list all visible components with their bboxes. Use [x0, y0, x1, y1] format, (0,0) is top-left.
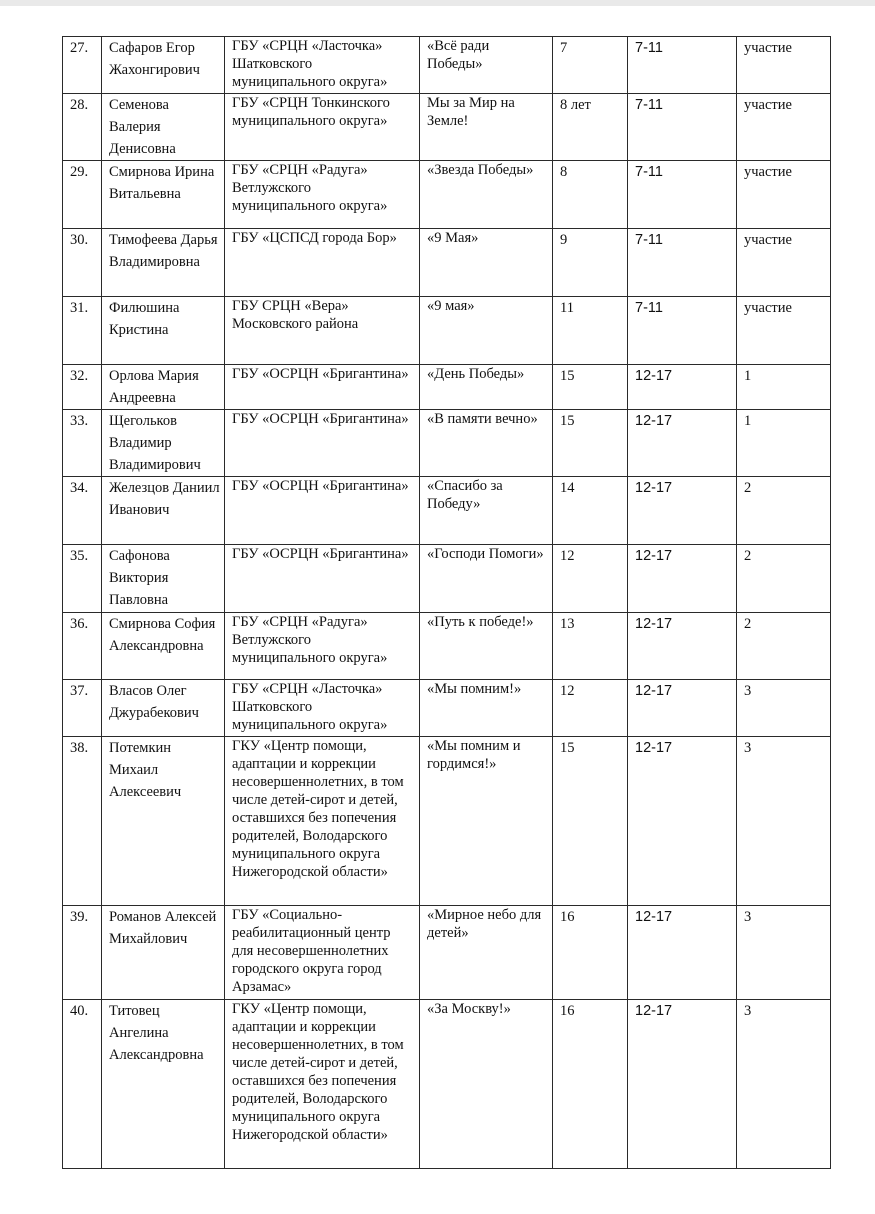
organization-cell: ГБУ «ОСРЦН «Бригантина»: [225, 477, 420, 545]
table-row: [63, 906, 831, 1000]
table-row: [63, 477, 831, 545]
participant-age-cell: 15: [553, 410, 628, 477]
result-cell: 2: [737, 545, 831, 613]
result-cell: участие: [737, 161, 831, 229]
result-cell: 2: [737, 613, 831, 680]
work-title-cell: «В памяти вечно»: [420, 410, 553, 477]
row-number-cell: 31.: [63, 297, 102, 365]
participant-age-cell: 12: [553, 680, 628, 737]
result-cell: 3: [737, 1000, 831, 1169]
row-number-cell: 34.: [63, 477, 102, 545]
row-number-cell: 38.: [63, 737, 102, 906]
participant-age-cell: 11: [553, 297, 628, 365]
row-number-cell: 37.: [63, 680, 102, 737]
participant-age-cell: 16: [553, 906, 628, 1000]
row-number-cell: 35.: [63, 545, 102, 613]
participant-age-cell: 9: [553, 229, 628, 297]
age-category-cell: 12-17: [628, 1000, 737, 1169]
age-category-cell: 7-11: [628, 161, 737, 229]
participant-age-cell: 14: [553, 477, 628, 545]
age-category-cell: 7-11: [628, 229, 737, 297]
participant-name-cell: Филюшина Кристина: [102, 297, 225, 365]
participant-name-cell: Тимофеева Дарья Владимировна: [102, 229, 225, 297]
table-row: [63, 737, 831, 906]
row-number-cell: 33.: [63, 410, 102, 477]
participant-age-cell: 13: [553, 613, 628, 680]
participant-age-cell: 8 лет: [553, 94, 628, 161]
age-category-cell: 7-11: [628, 94, 737, 161]
work-title-cell: «9 мая»: [420, 297, 553, 365]
organization-cell: ГКУ «Центр помощи, адаптации и коррекции несовершеннолетних, в том числе детей-сирот и детей, оставшихся без попечения родителей, Володарского муниципального округа Нижегородской области»: [225, 1000, 420, 1169]
row-number-cell: 39.: [63, 906, 102, 1000]
age-category-cell: 12-17: [628, 680, 737, 737]
participant-age-cell: 15: [553, 737, 628, 906]
organization-cell: ГКУ «Центр помощи, адаптации и коррекции несовершеннолетних, в том числе детей-сирот и детей, оставшихся без попечения родителей, Володарского муниципального округа Нижегородской области»: [225, 737, 420, 906]
result-cell: 3: [737, 737, 831, 906]
age-category-cell: 12-17: [628, 906, 737, 1000]
participant-name-cell: Щегольков Владимир Владимирович: [102, 410, 225, 477]
work-title-cell: «Спасибо за Победу»: [420, 477, 553, 545]
page-top-strip: [0, 0, 875, 6]
row-number-cell: 29.: [63, 161, 102, 229]
participant-age-cell: 7: [553, 37, 628, 94]
organization-cell: ГБУ «ОСРЦН «Бригантина»: [225, 545, 420, 613]
result-cell: участие: [737, 297, 831, 365]
participant-name-cell: Смирнова София Александровна: [102, 613, 225, 680]
participant-age-cell: 12: [553, 545, 628, 613]
participant-name-cell: Титовец Ангелина Александровна: [102, 1000, 225, 1169]
work-title-cell: «Мы помним и гордимся!»: [420, 737, 553, 906]
organization-cell: ГБУ «СРЦН «Радуга» Ветлужского муниципального округа»: [225, 161, 420, 229]
age-category-cell: 12-17: [628, 613, 737, 680]
participant-age-cell: 16: [553, 1000, 628, 1169]
participant-name-cell: Сафаров Егор Жахонгирович: [102, 37, 225, 94]
row-number-cell: 27.: [63, 37, 102, 94]
age-category-cell: 12-17: [628, 410, 737, 477]
table-row: [63, 613, 831, 680]
organization-cell: ГБУ «СРЦН «Радуга» Ветлужского муниципального округа»: [225, 613, 420, 680]
participant-name-cell: Семенова Валерия Денисовна: [102, 94, 225, 161]
work-title-cell: «Мы помним!»: [420, 680, 553, 737]
row-number-cell: 40.: [63, 1000, 102, 1169]
age-category-cell: 12-17: [628, 737, 737, 906]
result-cell: участие: [737, 229, 831, 297]
result-cell: 2: [737, 477, 831, 545]
work-title-cell: «9 Мая»: [420, 229, 553, 297]
work-title-cell: «Путь к победе!»: [420, 613, 553, 680]
result-cell: 1: [737, 410, 831, 477]
table-row: [63, 545, 831, 613]
work-title-cell: «Всё ради Победы»: [420, 37, 553, 94]
participants-table-body: [63, 37, 831, 1169]
work-title-cell: Мы за Мир на Земле!: [420, 94, 553, 161]
result-cell: 3: [737, 680, 831, 737]
organization-cell: ГБУ «Социально-реабилитационный центр для несовершеннолетних городского округа город Арзамас»: [225, 906, 420, 1000]
age-category-cell: 12-17: [628, 365, 737, 410]
organization-cell: ГБУ «ЦСПСД города Бор»: [225, 229, 420, 297]
participants-table: [62, 36, 831, 1169]
table-row: [63, 94, 831, 161]
organization-cell: ГБУ «СРЦН Тонкинского муниципального округа»: [225, 94, 420, 161]
participant-name-cell: Власов Олег Джурабекович: [102, 680, 225, 737]
table-row: [63, 229, 831, 297]
organization-cell: ГБУ «ОСРЦН «Бригантина»: [225, 410, 420, 477]
result-cell: 1: [737, 365, 831, 410]
result-cell: участие: [737, 94, 831, 161]
table-row: [63, 410, 831, 477]
work-title-cell: «День Победы»: [420, 365, 553, 410]
participant-name-cell: Железцов Даниил Иванович: [102, 477, 225, 545]
participant-name-cell: Сафонова Виктория Павловна: [102, 545, 225, 613]
row-number-cell: 28.: [63, 94, 102, 161]
age-category-cell: 7-11: [628, 297, 737, 365]
table-row: [63, 37, 831, 94]
organization-cell: ГБУ СРЦН «Вера» Московского района: [225, 297, 420, 365]
table-row: [63, 365, 831, 410]
participant-name-cell: Орлова Мария Андреевна: [102, 365, 225, 410]
age-category-cell: 12-17: [628, 477, 737, 545]
organization-cell: ГБУ «СРЦН «Ласточка» Шатковского муниципального округа»: [225, 680, 420, 737]
row-number-cell: 32.: [63, 365, 102, 410]
row-number-cell: 36.: [63, 613, 102, 680]
work-title-cell: «За Москву!»: [420, 1000, 553, 1169]
table-row: [63, 297, 831, 365]
table-row: [63, 1000, 831, 1169]
participant-name-cell: Романов Алексей Михайлович: [102, 906, 225, 1000]
table-row: [63, 680, 831, 737]
organization-cell: ГБУ «ОСРЦН «Бригантина»: [225, 365, 420, 410]
age-category-cell: 7-11: [628, 37, 737, 94]
participant-age-cell: 8: [553, 161, 628, 229]
work-title-cell: «Господи Помоги»: [420, 545, 553, 613]
participant-name-cell: Потемкин Михаил Алексеевич: [102, 737, 225, 906]
result-cell: 3: [737, 906, 831, 1000]
age-category-cell: 12-17: [628, 545, 737, 613]
work-title-cell: «Мирное небо для детей»: [420, 906, 553, 1000]
table-row: [63, 161, 831, 229]
work-title-cell: «Звезда Победы»: [420, 161, 553, 229]
participant-name-cell: Смирнова Ирина Витальевна: [102, 161, 225, 229]
row-number-cell: 30.: [63, 229, 102, 297]
result-cell: участие: [737, 37, 831, 94]
organization-cell: ГБУ «СРЦН «Ласточка» Шатковского муниципального округа»: [225, 37, 420, 94]
participant-age-cell: 15: [553, 365, 628, 410]
